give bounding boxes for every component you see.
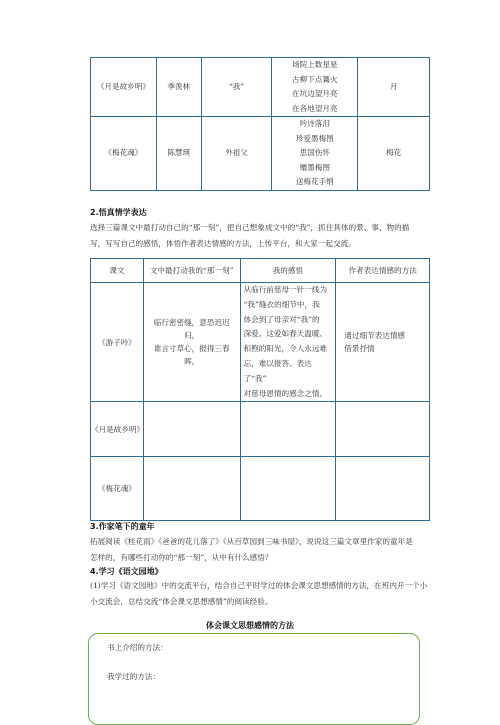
paragraph-line: 写，写写自己的感悟，体悟作者表达情感的方法，上传平台，和大家一起交流。 [90,239,356,248]
title-cell: 《月是故乡明》 [91,58,157,117]
section-heading: 2.悟真情学表达 [90,208,147,217]
title-cell: 《梅花魂》 [91,117,157,191]
column-header: 课文 [91,259,144,283]
feeling-cell [240,457,336,521]
events-cell [272,58,358,117]
event-line: 场院上数星星 [292,60,338,69]
feeling-line: 体会到了母亲对“我”的 [243,314,320,324]
box-title: 体会课文思想感情的方法 [206,621,294,630]
table-row [91,402,430,457]
object-cell: 月 [358,58,430,117]
paragraph-line: 小交流会，总结交流“体会课文思想感情”的阅读经验。 [90,597,273,606]
feeling-cell [240,402,336,457]
column-header: 文中最打动我的“那一刻” [143,259,240,283]
paragraph [90,534,435,566]
object-cell: 梅花 [358,117,430,191]
method-box [88,633,420,725]
moment-line: 谁言寸草心，报得三春晖。 [153,344,230,367]
paragraph-line: 拓展阅读《桂花雨》《爸爸的花儿落了》《从百草园到三味书屋》，说说这三篇文章里作家的童年是 [90,537,413,546]
feeling-line: “我”缝衣的细节中，我 [243,299,320,309]
moment-cell [143,283,240,402]
event-line: 古柳下点篝火 [292,74,338,84]
method-cell [336,457,430,521]
paragraph-line: 选择三篇课文中最打动自己的“那一刻”，把自己想象成文中的“我”，抓住具体的景、事、物的描 [90,223,410,232]
moment-cell [143,402,240,457]
events-cell [272,117,358,191]
feeling-line: 从临行前慈母一针一线为 [243,285,328,294]
author-cell: 季羡林 [156,58,201,117]
method-cell [336,283,430,402]
column-header: 作者表达情感的方法 [336,259,430,283]
event-line: 送梅花手绢 [295,177,334,187]
method-cell [336,402,430,457]
section-heading: 4.学习《语文园地》 [90,567,163,576]
feeling-line: 深爱。这爱如春天温暖、 [243,329,328,339]
paragraph-line: 怎样的，有哪些打动你的“那一刻”，从中有什么感悟？ [90,553,273,562]
person-cell: “我” [201,58,272,117]
box-line: 书上介绍的方法： [107,643,168,652]
column-header: 我的感悟 [240,259,336,283]
table-header-row [91,259,430,283]
table-row [91,117,430,191]
title-cell: 《游子吟》 [91,283,144,402]
feeling-line: 和煦的阳光，令人永远难 [243,344,328,354]
feeling-line: 对慈母恩情的感念之情。 [243,388,328,398]
paragraph [90,220,435,252]
event-line: 吟诗落泪 [299,119,330,129]
paragraph [90,578,435,610]
event-line: 珍爱墨梅图 [295,133,334,143]
person-cell: 外祖父 [201,117,272,191]
moment-cell [143,457,240,521]
event-line: 在各地望月亮 [292,103,338,113]
box-line: 我学过的方法： [107,672,161,681]
feeling-line: 忘，难以报答。表达了“我” [243,358,312,383]
table-row [91,58,430,117]
title-cell: 《月是故乡明》 [91,402,144,457]
method-line: 通过细节表达情感 [344,331,406,341]
author-summary-table [90,57,430,191]
event-line: 在坑边望月亮 [292,89,338,98]
author-cell: 陈慧瑛 [156,117,201,191]
table-row [91,457,430,521]
feeling-cell [240,283,336,402]
method-line: 借景抒情 [344,344,375,354]
title-cell: 《梅花魂》 [91,457,144,521]
event-line: 思国伤怀 [299,148,330,158]
reflection-table [90,258,430,521]
paragraph-line: (1)学习《语文园地》中的交流平台，结合自己平时学过的体会课文思想感情的方法，在班内开一个小 [90,581,428,590]
event-line: 赠墨梅图 [299,162,330,172]
table-row [91,283,430,402]
moment-line: 临行密密缝，意恐迟迟归。 [153,318,230,341]
section-heading: 3.作家笔下的童年 [90,522,155,531]
